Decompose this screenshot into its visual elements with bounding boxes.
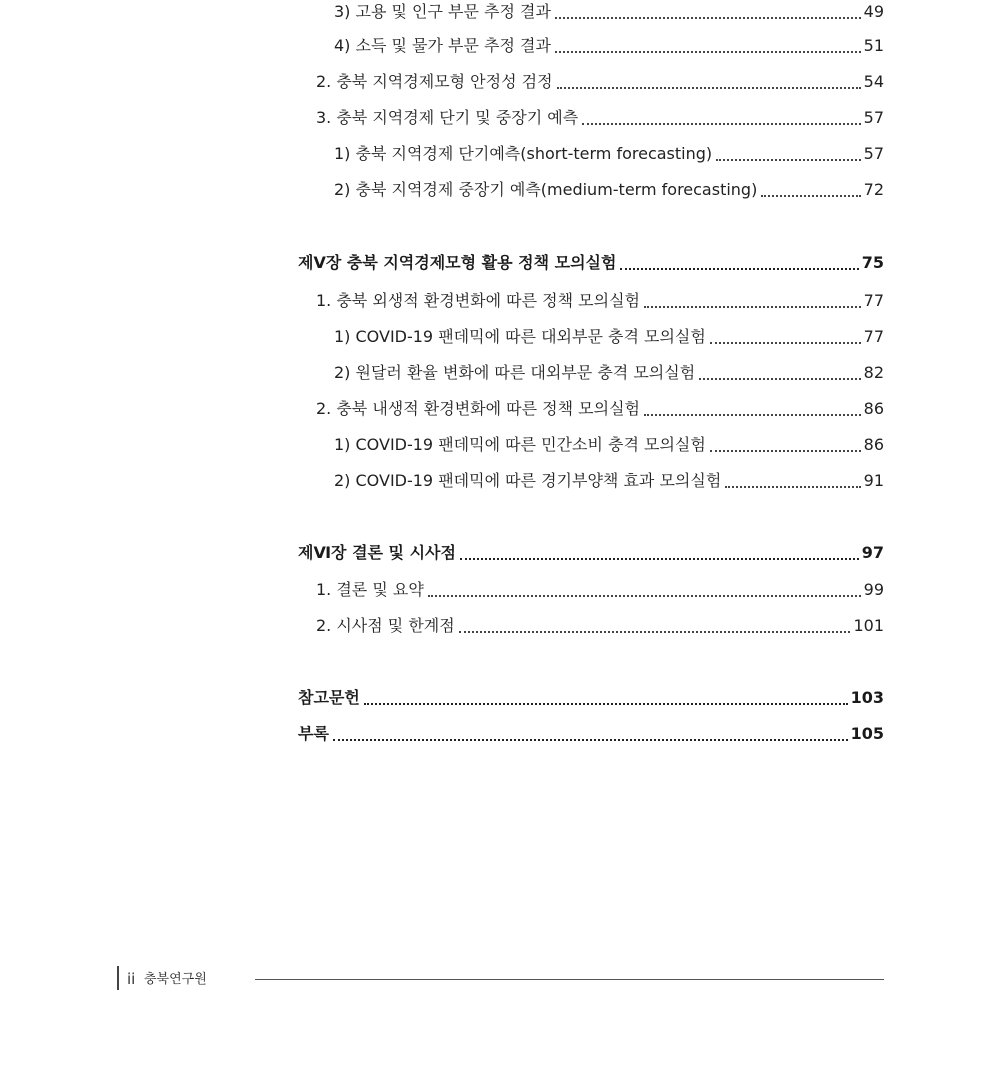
dot-leader bbox=[710, 342, 861, 344]
toc-entry-title: 3. 충북 지역경제 단기 및 중장기 예측 bbox=[316, 108, 579, 127]
toc-entry-page: 51 bbox=[863, 36, 884, 55]
dot-leader bbox=[644, 414, 861, 416]
toc-entry-title: 2. 충북 내생적 환경변화에 따른 정책 모의실험 bbox=[316, 399, 640, 418]
toc-chapter-page: 97 bbox=[861, 543, 884, 562]
toc-entry-title: 2) 충북 지역경제 중장기 예측(medium-term forecasting) bbox=[334, 180, 758, 199]
toc-chapter-appendix bbox=[298, 722, 884, 746]
toc-entry-title: 1) COVID-19 팬데믹에 따른 민간소비 충격 모의실험 bbox=[334, 435, 706, 454]
toc-entry bbox=[334, 0, 884, 24]
toc-entry bbox=[334, 34, 884, 58]
toc-chapter-title: 부록 bbox=[298, 724, 329, 743]
toc-entry-title: 1. 결론 및 요약 bbox=[316, 580, 424, 599]
footer-rule bbox=[255, 979, 884, 980]
dot-leader bbox=[725, 486, 860, 488]
dot-leader bbox=[460, 558, 859, 560]
dot-leader bbox=[333, 739, 848, 741]
toc-entry-page: 91 bbox=[863, 471, 884, 490]
footer-page-number: ii bbox=[127, 970, 136, 988]
toc-entry bbox=[334, 469, 884, 493]
dot-leader bbox=[364, 703, 848, 705]
dot-leader bbox=[644, 306, 861, 308]
toc-entry bbox=[316, 397, 884, 421]
toc-entry bbox=[334, 361, 884, 385]
dot-leader bbox=[761, 195, 860, 197]
dot-leader bbox=[710, 450, 861, 452]
dot-leader bbox=[716, 159, 860, 161]
toc-entry-title: 3) 고용 및 인구 부문 추정 결과 bbox=[334, 2, 551, 21]
toc-entry-page: 57 bbox=[863, 144, 884, 163]
toc-chapter bbox=[298, 251, 884, 275]
toc-chapter-references bbox=[298, 686, 884, 710]
toc-entry bbox=[316, 289, 884, 313]
toc-entry-title: 2. 충북 지역경제모형 안정성 검정 bbox=[316, 72, 553, 91]
toc-entry-title: 1) COVID-19 팬데믹에 따른 대외부문 충격 모의실험 bbox=[334, 327, 706, 346]
toc-entry bbox=[316, 614, 884, 638]
toc-entry bbox=[316, 70, 884, 94]
dot-leader bbox=[582, 123, 860, 125]
dot-leader bbox=[555, 51, 861, 53]
toc-entry-page: 77 bbox=[863, 291, 884, 310]
dot-leader bbox=[620, 268, 858, 270]
toc-entry-title: 2) COVID-19 팬데믹에 따른 경기부양책 효과 모의실험 bbox=[334, 471, 722, 490]
toc-entry bbox=[316, 106, 884, 130]
toc-entry bbox=[334, 142, 884, 166]
toc-entry bbox=[334, 178, 884, 202]
toc-entry-page: 99 bbox=[863, 580, 884, 599]
toc-chapter-title: 참고문헌 bbox=[298, 688, 360, 707]
toc-entry-title: 2. 시사점 및 한계점 bbox=[316, 616, 455, 635]
toc-entry-page: 72 bbox=[863, 180, 884, 199]
toc-entry-page: 54 bbox=[863, 72, 884, 91]
toc-entry-page: 57 bbox=[863, 108, 884, 127]
toc-entry-title: 4) 소득 및 물가 부문 추정 결과 bbox=[334, 36, 551, 55]
dot-leader bbox=[699, 378, 860, 380]
toc-entry bbox=[334, 433, 884, 457]
toc-chapter-page: 103 bbox=[850, 688, 884, 707]
toc-chapter-title: 제Ⅵ장 결론 및 시사점 bbox=[298, 543, 456, 562]
dot-leader bbox=[555, 17, 861, 19]
dot-leader bbox=[428, 595, 861, 597]
toc-entry-page: 101 bbox=[853, 616, 884, 635]
toc-entry-title: 1) 충북 지역경제 단기예측(short-term forecasting) bbox=[334, 144, 713, 163]
toc-chapter-page: 105 bbox=[850, 724, 884, 743]
toc-entry-title: 1. 충북 외생적 환경변화에 따른 정책 모의실험 bbox=[316, 291, 640, 310]
toc-entry bbox=[316, 578, 884, 602]
toc-chapter-page: 75 bbox=[861, 253, 884, 272]
dot-leader bbox=[459, 631, 851, 633]
toc-entry-title: 2) 원달러 환율 변화에 따른 대외부문 충격 모의실험 bbox=[334, 363, 696, 382]
toc-chapter-title: 제Ⅴ장 충북 지역경제모형 활용 정책 모의실험 bbox=[298, 253, 617, 272]
toc-entry-page: 77 bbox=[863, 327, 884, 346]
toc-entry-page: 86 bbox=[863, 435, 884, 454]
toc-entry bbox=[334, 325, 884, 349]
dot-leader bbox=[557, 87, 861, 89]
toc-entry-page: 82 bbox=[863, 363, 884, 382]
toc-entry-page: 86 bbox=[863, 399, 884, 418]
footer-organization: 충북연구원 bbox=[144, 972, 207, 987]
toc-entry-page: 49 bbox=[863, 2, 884, 21]
footer-vertical-bar bbox=[117, 966, 119, 990]
toc-chapter bbox=[298, 541, 884, 565]
